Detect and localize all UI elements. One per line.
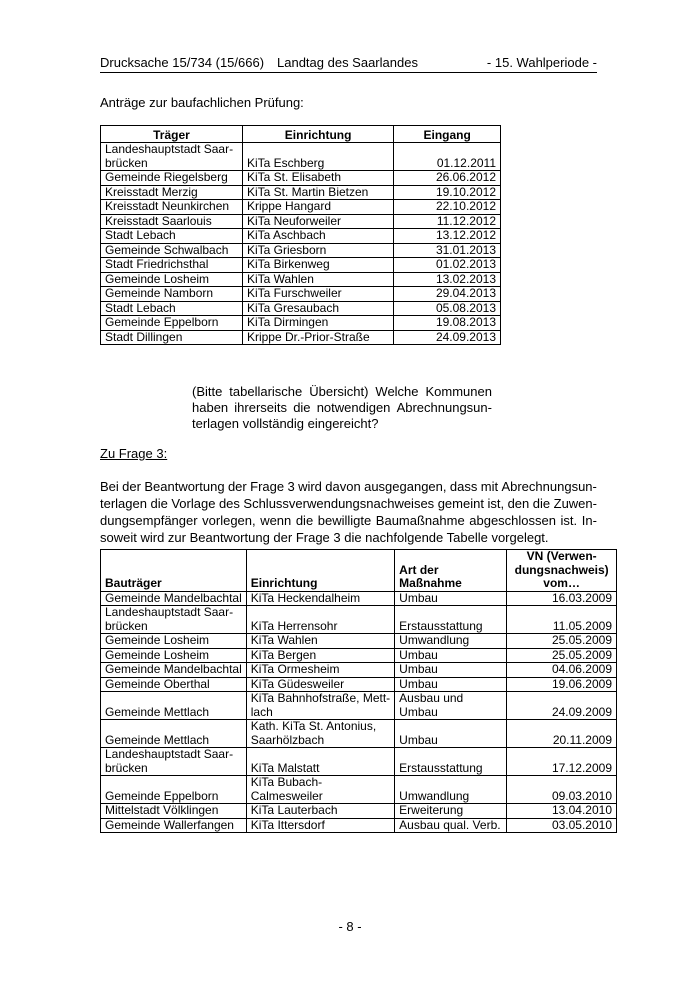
facility-cell: KiTa St. Martin Bietzen (242, 185, 393, 200)
question-text (192, 384, 492, 432)
carrier-cell (101, 200, 243, 215)
header-period: - 15. Wahlperiode - (486, 55, 597, 70)
carrier-cell (101, 316, 243, 331)
cell-line: brücken (105, 155, 148, 170)
facility-cell: KiTa Neuforweiler (242, 214, 393, 229)
facility-cell (246, 692, 394, 720)
page-number: - 8 - (338, 919, 362, 934)
facility-cell: KiTa Gresaubach (242, 301, 393, 316)
carrier-cell (101, 272, 243, 287)
facility-cell (246, 804, 394, 819)
carrier-cell (101, 185, 243, 200)
cell-line: dungsnachweis) (514, 562, 609, 577)
cell-line: Art der (399, 562, 439, 577)
table-row (101, 818, 617, 833)
cell-line: KiTa Ittersdorf (250, 817, 325, 832)
cell-line: brücken (105, 760, 148, 775)
table-row (101, 272, 501, 287)
cell-line: Einrichtung (250, 576, 318, 590)
facility-cell (246, 663, 394, 678)
date-cell: 19.08.2013 (394, 316, 501, 331)
answer-line: Bei der Beantwortung der Frage 3 wird davon ausgegangen, dass mit Abrechnungsun- (100, 479, 597, 494)
table-header-row (101, 550, 617, 592)
builder-cell (101, 634, 247, 649)
cell-line: Gemeinde Wallerfangen (105, 817, 234, 832)
date-cell: 16.03.2009 (507, 591, 617, 606)
question-line: terlagen vollständig eingereicht? (192, 416, 379, 431)
carrier-cell (101, 301, 243, 316)
facility-cell: KiTa Birkenweg (242, 258, 393, 273)
cell-line: Gemeinde Eppelborn (105, 315, 219, 329)
builder-cell (101, 776, 247, 804)
date-cell: 11.05.2009 (507, 606, 617, 634)
date-cell: 25.05.2009 (507, 648, 617, 663)
cell-line: Landeshauptstadt Saar- (105, 747, 234, 761)
table-row (101, 214, 501, 229)
builder-cell (101, 692, 247, 720)
cell-line: Saarhölzbach (250, 732, 325, 747)
facility-cell: KiTa Dirmingen (242, 316, 393, 331)
date-cell: 13.04.2010 (507, 804, 617, 819)
date-cell: 29.04.2013 (394, 287, 501, 302)
facility-cell: KiTa Aschbach (242, 229, 393, 244)
date-cell: 05.08.2013 (394, 301, 501, 316)
measure-cell: Umbau (395, 648, 507, 663)
date-cell: 13.02.2013 (394, 272, 501, 287)
vn-header (507, 550, 617, 592)
facility-cell (246, 634, 394, 649)
date-cell: 04.06.2009 (507, 663, 617, 678)
facility-cell: Krippe Hangard (242, 200, 393, 215)
cell-line: lach (250, 704, 273, 719)
cell-line: KiTa Heckendalheim (250, 590, 361, 605)
cell-line: Kreisstadt Merzig (105, 184, 198, 199)
cell-line: KiTa Bergen (250, 647, 317, 662)
header-document-number: Drucksache 15/734 (15/666) (100, 55, 265, 70)
question-line: haben ihrerseits die notwendigen Abrechnungsun- (192, 400, 492, 415)
table-row (101, 185, 501, 200)
facility-header (246, 550, 394, 592)
facility-cell: KiTa St. Elisabeth (242, 171, 393, 186)
date-cell: 09.03.2010 (507, 776, 617, 804)
measure-cell: Umbau (395, 591, 507, 606)
builder-cell (101, 663, 247, 678)
builder-cell (101, 804, 247, 819)
carrier-cell (101, 171, 243, 186)
date-cell: 11.12.2012 (394, 214, 501, 229)
measure-cell: Umbau (395, 663, 507, 678)
answer-line: dungsempfänger vorlegen, wenn die bewilligte Baumaßnahme abgeschlossen ist. In- (100, 513, 597, 528)
table-row (101, 143, 501, 171)
answer-line: soweit wird zur Beantwortung der Frage 3 die nachfolgende Tabelle vorgelegt. (100, 530, 549, 545)
cell-line: Stadt Lebach (105, 228, 176, 242)
builder-cell (101, 720, 247, 748)
cell-line: Stadt Dillingen (105, 329, 183, 344)
measure-header (395, 550, 507, 592)
facility-cell (246, 818, 394, 833)
table-row (101, 648, 617, 663)
table-row (101, 634, 617, 649)
carrier-cell (101, 243, 243, 258)
cell-line: Calmesweiler (250, 788, 323, 803)
facility-cell (246, 648, 394, 663)
measure-cell: Erweiterung (395, 804, 507, 819)
date-cell: 31.01.2013 (394, 243, 501, 258)
measure-cell: Umbau (395, 677, 507, 692)
table-row (101, 776, 617, 804)
measure-cell: Umbau (395, 720, 507, 748)
measure-cell: Umwandlung (395, 776, 507, 804)
completion-table-body (101, 591, 617, 833)
cell-line: KiTa Lauterbach (250, 803, 338, 817)
cell-line: Gemeinde Mandelbachtal (105, 662, 242, 676)
facility-cell (246, 606, 394, 634)
section-title: Anträge zur baufachlichen Prüfung: (100, 95, 304, 110)
cell-line: KiTa Güdesweiler (250, 676, 345, 691)
table-row (101, 606, 617, 634)
cell-line: Gemeinde Losheim (105, 633, 210, 647)
cell-line: Gemeinde Oberthal (105, 676, 210, 691)
table-row (101, 287, 501, 302)
facility-cell: KiTa Griesborn (242, 243, 393, 258)
table-row (101, 677, 617, 692)
cell-line: vom… (543, 576, 580, 590)
column-header: Einrichtung (242, 126, 393, 143)
date-cell: 01.12.2011 (394, 143, 501, 171)
table-row (101, 243, 501, 258)
builder-cell (101, 677, 247, 692)
cell-line: brücken (105, 618, 148, 633)
cell-line: Landeshauptstadt Saar- (105, 605, 234, 619)
answer-paragraph (100, 478, 597, 546)
table-row (101, 804, 617, 819)
applications-table-body (101, 143, 501, 345)
completion-table (100, 549, 617, 833)
cell-line: Gemeinde Riegelsberg (105, 170, 228, 184)
cell-line: KiTa Bubach- (250, 775, 323, 789)
facility-cell: KiTa Eschberg (242, 143, 393, 171)
table-row (101, 663, 617, 678)
cell-line: KiTa Wahlen (250, 633, 318, 647)
facility-cell: KiTa Wahlen (242, 272, 393, 287)
table-row (101, 301, 501, 316)
cell-line: Stadt Friedrichsthal (105, 257, 209, 271)
carrier-cell (101, 143, 243, 171)
measure-cell: Umwandlung (395, 634, 507, 649)
date-cell: 22.10.2012 (394, 200, 501, 215)
builder-cell (101, 818, 247, 833)
date-cell: 17.12.2009 (507, 748, 617, 776)
builder-cell (101, 748, 247, 776)
cell-line: KiTa Ormesheim (250, 662, 340, 676)
cell-line: Gemeinde Mettlach (105, 704, 210, 719)
table-row (101, 748, 617, 776)
builder-cell (101, 648, 247, 663)
facility-cell (246, 776, 394, 804)
date-cell: 13.12.2012 (394, 229, 501, 244)
measure-cell: Ausbau qual. Verb. (395, 818, 507, 833)
date-cell: 19.06.2009 (507, 677, 617, 692)
measure-cell: Erstausstattung (395, 606, 507, 634)
question-line: (Bitte tabellarische Übersicht) Welche Kommunen (192, 384, 492, 399)
cell-line: Stadt Lebach (105, 300, 176, 315)
measure-cell: Erstausstattung (395, 748, 507, 776)
cell-line: Gemeinde Mandelbachtal (105, 590, 242, 605)
cell-line: Gemeinde Eppelborn (105, 788, 219, 803)
date-cell: 26.06.2012 (394, 171, 501, 186)
cell-line: Maßnahme (399, 576, 462, 590)
cell-line: Gemeinde Losheim (105, 647, 210, 662)
facility-cell (246, 677, 394, 692)
carrier-cell (101, 229, 243, 244)
cell-line: Gemeinde Schwalbach (105, 242, 229, 257)
cell-line: Mittelstadt Völklingen (105, 803, 219, 817)
facility-cell (246, 591, 394, 606)
cell-line: KiTa Bahnhofstraße, Mett- (250, 691, 391, 705)
date-cell: 19.10.2012 (394, 185, 501, 200)
cell-line: Bauträger (105, 576, 162, 590)
facility-cell: KiTa Furschweiler (242, 287, 393, 302)
cell-line: Kath. KiTa St. Antonius, (250, 719, 377, 733)
table-row (101, 692, 617, 720)
table-row (101, 171, 501, 186)
table-row (101, 316, 501, 331)
date-cell: 25.05.2009 (507, 634, 617, 649)
table-row (101, 258, 501, 273)
cell-line: VN (Verwen- (526, 549, 597, 563)
carrier-cell (101, 214, 243, 229)
builder-header (101, 550, 247, 592)
cell-line: Gemeinde Namborn (105, 286, 214, 300)
applications-table (100, 125, 501, 345)
cell-line: Kreisstadt Saarlouis (105, 213, 212, 228)
cell-line: Gemeinde Losheim (105, 271, 210, 286)
table-row (101, 200, 501, 215)
measure-cell: Ausbau und Umbau (395, 692, 507, 720)
cell-line: Landeshauptstadt Saar- (105, 142, 234, 156)
cell-line: Gemeinde Mettlach (105, 732, 210, 747)
answer-line: terlagen die Vorlage des Schlussverwendungsnachweises gemeint ist, den die Zuwen- (100, 496, 597, 511)
builder-cell (101, 591, 247, 606)
column-header: Eingang (394, 126, 501, 143)
table-header-row (101, 126, 501, 143)
page-header (100, 56, 597, 73)
carrier-cell (101, 287, 243, 302)
table-row (101, 591, 617, 606)
date-cell: 24.09.2009 (507, 692, 617, 720)
date-cell: 03.05.2010 (507, 818, 617, 833)
cell-line: KiTa Malstatt (250, 760, 320, 775)
date-cell: 01.02.2013 (394, 258, 501, 273)
answer-heading: Zu Frage 3: (100, 446, 168, 461)
table-row (101, 720, 617, 748)
header-parliament: Landtag des Saarlandes (277, 55, 418, 70)
date-cell: 20.11.2009 (507, 720, 617, 748)
facility-cell (246, 720, 394, 748)
column-header: Träger (101, 126, 243, 143)
carrier-cell (101, 330, 243, 345)
date-cell: 24.09.2013 (394, 330, 501, 345)
cell-line: KiTa Herrensohr (250, 618, 338, 633)
table-row (101, 229, 501, 244)
builder-cell (101, 606, 247, 634)
facility-cell: Krippe Dr.-Prior-Straße (242, 330, 393, 345)
facility-cell (246, 748, 394, 776)
cell-line: Kreisstadt Neunkirchen (105, 199, 230, 213)
table-row (101, 330, 501, 345)
carrier-cell (101, 258, 243, 273)
